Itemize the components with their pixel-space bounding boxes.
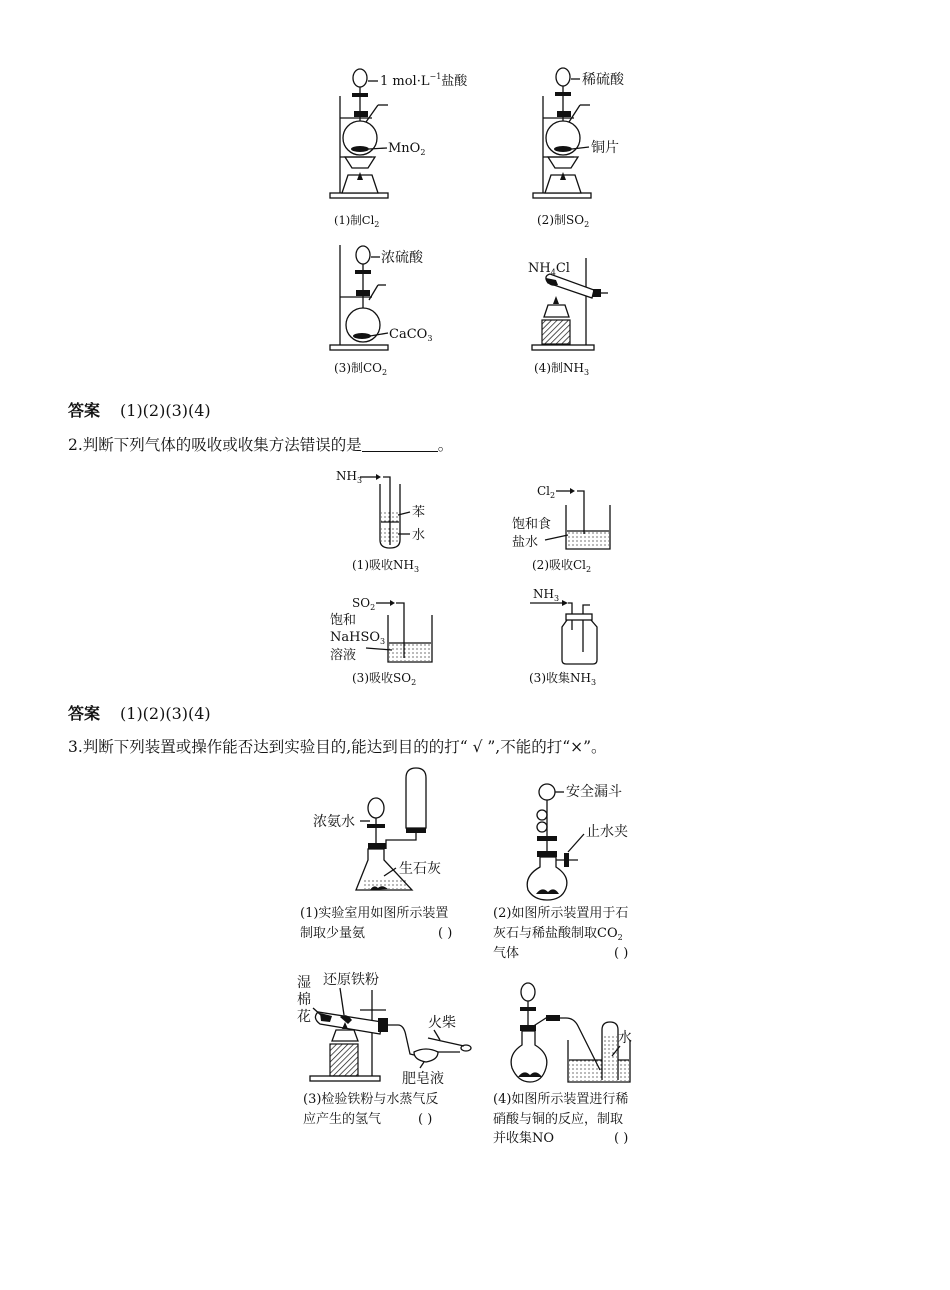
question-3-text: 3.判断下列装置或操作能否达到实验目的,能达到目的的打“ √ ”,不能的打“×”。 — [68, 738, 607, 756]
svg-text:止水夹: 止水夹 — [586, 824, 628, 840]
svg-text:饱和食: 饱和食 — [512, 517, 552, 532]
answer-label: 答案 — [68, 704, 101, 723]
caption-no-l2: 硝酸与铜的反应，制取 — [493, 1112, 624, 1127]
svg-text:苯: 苯 — [412, 505, 426, 520]
caption-iron-l2: 应产生的氢气 — [303, 1112, 382, 1127]
svg-text:NH3: $NH_3$ — [336, 469, 363, 485]
svg-text:棉: 棉 — [297, 992, 311, 1008]
svg-text:饱和: 饱和 — [330, 613, 357, 628]
svg-text:NH3: $NH_3$ — [533, 587, 560, 603]
svg-text:SO2: $SO_2$ — [352, 596, 376, 612]
caption-so2: (2)制$SO_2$ — [537, 213, 590, 229]
svg-text:NaHSO3: NaHSO$_3$ — [330, 630, 386, 646]
svg-text:Cl2: $Cl_2$ — [537, 484, 556, 500]
svg-text:火柴: 火柴 — [428, 1015, 456, 1031]
svg-text:湿: 湿 — [297, 975, 311, 991]
caption-ammonia-l1: (1)实验室用如图所示装置 — [300, 906, 449, 921]
svg-text:1 mol·L−1盐酸: 1 $mol\cdot L^{-1}$盐酸 — [380, 72, 468, 89]
svg-text:水: 水 — [618, 1030, 632, 1046]
caption-collect-nh3: (3)收集$NH_3$ — [529, 671, 597, 687]
apparatus-co2-safety-funnel — [527, 783, 628, 900]
caption-no-l1: (4)如图所示装置进行稀 — [493, 1092, 629, 1107]
caption-co2-l3: 气体 — [493, 946, 520, 961]
question-2: 2.判断下列气体的吸收或收集方法错误的是 。 — [68, 436, 454, 454]
caption-nh3: (4)制$NH_3$ — [534, 361, 590, 377]
caption-ammonia-l2: 制取少量氨 — [300, 926, 366, 941]
caption-cl2: (1)制$Cl_2$ — [334, 213, 380, 229]
svg-text:水: 水 — [412, 528, 426, 543]
caption-co2-l1: (2)如图所示装置用于石 — [493, 906, 629, 921]
label-caco3: CaCO$_3$ — [389, 327, 433, 343]
answer-value: (1)(2)(3)(4) — [120, 704, 211, 723]
answer-paren-2: ( ) — [614, 946, 629, 961]
label-nh4cl: $NH_4Cl$ — [528, 261, 570, 277]
caption-co2: (3)制$CO_2$ — [334, 361, 388, 377]
svg-text:MnO2: MnO$_2$ — [388, 141, 426, 157]
svg-text:盐水: 盐水 — [512, 535, 539, 550]
apparatus-iron-steam — [297, 971, 471, 1087]
answer-paren-1: ( ) — [438, 926, 453, 941]
svg-text:肥皂液: 肥皂液 — [402, 1071, 444, 1087]
caption-no-l3: 并收集NO — [493, 1131, 555, 1146]
svg-text:生石灰: 生石灰 — [399, 861, 441, 877]
svg-text:安全漏斗: 安全漏斗 — [566, 784, 622, 800]
svg-text:溶液: 溶液 — [330, 648, 357, 663]
svg-text:花: 花 — [297, 1009, 311, 1025]
apparatus-no-collection — [511, 983, 632, 1082]
label-conc-h2so4: 浓硫酸 — [381, 250, 423, 266]
answer-paren-3: ( ) — [418, 1112, 433, 1127]
caption-absorb-so2: (3)吸收$SO_2$ — [352, 671, 417, 687]
svg-text:浓氨水: 浓氨水 — [313, 814, 355, 830]
caption-absorb-cl2: (2)吸收$Cl_2$ — [532, 558, 592, 574]
caption-iron-l1: (3)检验铁粉与水蒸气反 — [303, 1092, 439, 1107]
label-copper: 铜片 — [591, 140, 619, 156]
question-2-text: 2.判断下列气体的吸收或收集方法错误的是 — [68, 436, 362, 454]
caption-co2-l2: 灰石与稀盐酸制取$CO_2$ — [493, 926, 623, 942]
apparatus-ammonia — [313, 768, 441, 890]
answer-value: (1)(2)(3)(4) — [120, 401, 211, 420]
svg-text:还原铁粉: 还原铁粉 — [323, 972, 379, 988]
answer-label: 答案 — [68, 401, 101, 420]
caption-absorb-nh3: (1)吸收$NH_3$ — [352, 558, 420, 574]
label-dilute-h2so4: 稀硫酸 — [582, 72, 624, 88]
answer-paren-4: ( ) — [614, 1131, 629, 1146]
